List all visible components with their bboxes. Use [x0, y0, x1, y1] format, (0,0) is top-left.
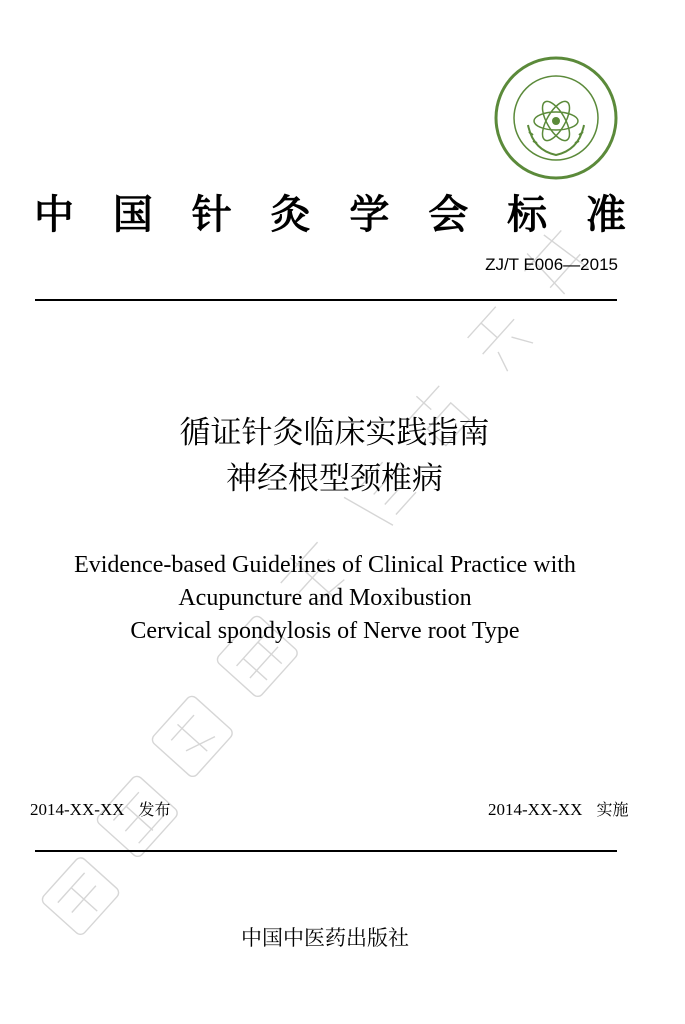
top-divider — [35, 299, 617, 301]
effective-date: 2014-XX-XX — [488, 800, 583, 819]
english-title-line-1: Evidence-based Guidelines of Clinical Practice with — [74, 552, 576, 578]
association-seal — [493, 55, 619, 181]
issue-label: 发布 — [138, 800, 171, 819]
org-title-char: 灸 — [270, 192, 311, 238]
org-title-char: 学 — [349, 192, 390, 238]
standard-number: ZJ/T E006—2015 — [485, 255, 618, 274]
org-title-char: 准 — [585, 192, 626, 238]
issue-date-block — [30, 797, 170, 820]
publisher-name: 中国中医药出版社 — [241, 926, 409, 950]
org-title-char: 中 — [34, 192, 74, 238]
bottom-divider — [35, 850, 617, 852]
org-title-char: 会 — [428, 192, 469, 238]
english-title-line-2: Acupuncture and Moxibustion — [178, 585, 472, 611]
org-standard-title — [30, 183, 630, 240]
effective-date-block — [488, 797, 628, 820]
org-title-char: 针 — [191, 192, 232, 238]
chinese-title-line-1: 循证针灸临床实践指南 — [179, 415, 490, 451]
chinese-title-line-2: 神经根型颈椎病 — [226, 461, 443, 497]
effective-label: 实施 — [596, 800, 629, 819]
issue-date: 2014-XX-XX — [30, 800, 125, 819]
org-title-char: 国 — [112, 192, 153, 238]
org-title-char: 标 — [507, 192, 548, 238]
seal-emblem-icon — [493, 55, 619, 181]
english-title-line-3: Cervical spondylosis of Nerve root Type — [130, 618, 520, 644]
